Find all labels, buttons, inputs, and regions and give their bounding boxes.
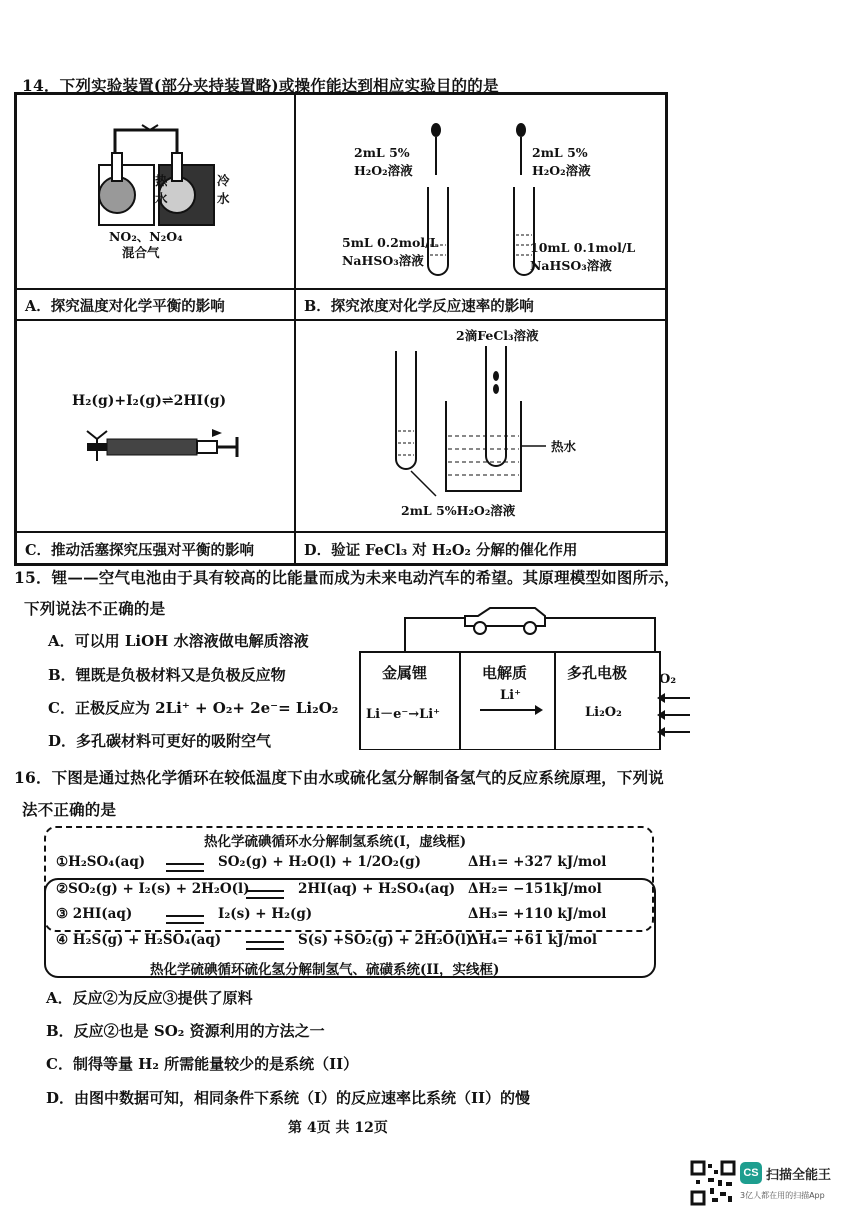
d-bottom-label: 2mL 5%H₂O₂溶液	[401, 503, 516, 518]
d-hot-water: 热水	[551, 439, 577, 454]
page-number: 第 4页 共 12页	[288, 1120, 388, 1136]
reaction-lhs: ①H₂SO₄(aq)	[56, 854, 146, 870]
enthalpy-change: ΔH₂= −151kJ/mol	[468, 881, 602, 897]
reaction-rhs: SO₂(g) + H₂O(l) + 1/2O₂(g)	[218, 854, 421, 870]
q15-option-a: A．可以用 LiOH 水溶液做电解质溶液	[48, 632, 309, 650]
q15-option-d: D．多孔碳材料可更好的吸附空气	[48, 732, 272, 750]
q14-caption-d: D．验证 FeCl₃ 对 H₂O₂ 分解的催化作用	[295, 532, 666, 564]
b-right-bottom: 10mL 0.1mol/L	[530, 240, 636, 255]
reaction-lhs: ②SO₂(g) + I₂(s) + 2H₂O(l)	[56, 881, 250, 897]
reaction-lhs: ④ H₂S(g) + H₂SO₄(aq)	[56, 932, 222, 948]
q15-stem-2: 下列说法不正确的是	[24, 599, 166, 618]
reaction-row	[56, 854, 646, 876]
q15-stem-1: 15．锂——空气电池由于具有较高的比能量而成为未来电动汽车的希望。其原理模型如图所示，	[14, 568, 680, 587]
equals-sign	[166, 915, 204, 924]
q16-option-b: B．反应②也是 SO₂ 资源利用的方法之一	[46, 1022, 325, 1040]
col3-title: 多孔电极	[567, 664, 628, 682]
q16-stem-1: 16．下图是通过热化学循环在较低温度下由水或硫化氢分解制备氢气的反应系统原理，下列说	[14, 768, 664, 787]
reaction-row	[56, 906, 646, 928]
b-right-top: 2mL 5%	[532, 145, 588, 160]
q15-option-b: B．锂既是负极材料又是负极反应物	[48, 666, 286, 684]
q14-stem: 14．下列实验装置(部分夹持装置略)或操作能达到相应实验目的的是	[22, 76, 499, 95]
system-1-title: 热化学硫碘循环水分解制氢系统(I，虚线框)	[204, 834, 467, 850]
qr-code-icon	[690, 1160, 736, 1206]
scanner-name: 扫描全能王	[766, 1168, 832, 1183]
reaction-rhs: S(s) +SO₂(g) + 2H₂O(l)	[298, 932, 473, 948]
label-hot-water: 水	[155, 191, 168, 206]
q15-option-c: C．正极反应为 2Li⁺ + O₂+ 2e⁻= Li₂O₂	[48, 699, 339, 717]
syringe	[17, 421, 296, 481]
enthalpy-change: ΔH₃= +110 kJ/mol	[468, 906, 607, 922]
equals-sign	[246, 941, 284, 950]
label-cold: 冷	[217, 173, 230, 188]
q16-option-a: A．反应②为反应③提供了原料	[46, 989, 253, 1007]
system-2-title: 热化学硫碘循环硫化氢分解制氢气、硫磺系统(II，实线框)	[150, 962, 500, 978]
q14-caption-c: C．推动活塞探究压强对平衡的影响	[16, 532, 295, 564]
reaction-rhs: 2HI(aq) + H₂SO₄(aq)	[298, 881, 456, 897]
q16-option-c: C．制得等量 H₂ 所需能量较少的是系统（II）	[46, 1055, 359, 1073]
q14-cell-a	[16, 94, 295, 289]
q16-option-d: D．由图中数据可知，相同条件下系统（I）的反应速率比系统（II）的慢	[46, 1089, 531, 1107]
b-left-bottom2: NaHSO₃溶液	[342, 253, 424, 268]
b-left-top: 2mL 5%	[354, 145, 410, 160]
q14-cell-d	[295, 320, 666, 532]
c-equation: H₂(g)+I₂(g)⇌2HI(g)	[72, 393, 227, 409]
q14-cell-b	[295, 94, 666, 289]
b-right-bottom2: NaHSO₃溶液	[530, 258, 612, 273]
b-right-top2: H₂O₂溶液	[532, 163, 591, 178]
label-cold-water: 水	[217, 191, 230, 206]
label-gas-mix: 混合气	[122, 245, 160, 260]
q14-caption-b: B．探究浓度对化学反应速率的影响	[295, 289, 666, 320]
scanner-logo-text: CS	[743, 1167, 759, 1179]
q14-caption-a: A．探究温度对化学平衡的影响	[16, 289, 295, 320]
reaction-row	[56, 881, 646, 903]
q14-grid	[14, 92, 668, 566]
reaction-lhs: ③ 2HI(aq)	[56, 906, 133, 922]
scanner-logo	[740, 1162, 762, 1184]
q16-stem-2: 法不正确的是	[22, 800, 117, 819]
col1-body: Li－e⁻→Li⁺	[366, 707, 441, 722]
d-top-label: 2滴FeCl₃溶液	[456, 328, 539, 343]
col2-body: Li⁺	[500, 688, 521, 703]
col3-body: Li₂O₂	[585, 705, 622, 720]
b-left-bottom: 5mL 0.2mol/L	[342, 235, 439, 250]
col1-title: 金属锂	[382, 664, 428, 682]
o2-label: O₂	[659, 672, 677, 687]
label-hot: 热	[155, 173, 168, 188]
reaction-row	[56, 932, 646, 954]
col2-title: 电解质	[482, 664, 528, 682]
reaction-rhs: I₂(s) + H₂(g)	[218, 906, 313, 922]
label-gas: NO₂、N₂O₄	[109, 229, 183, 244]
b-left-top2: H₂O₂溶液	[354, 163, 413, 178]
equals-sign	[166, 863, 204, 872]
enthalpy-change: ΔH₁= +327 kJ/mol	[468, 854, 607, 870]
scanner-sub: 3亿人都在用的扫描App	[740, 1191, 825, 1200]
q14-cell-c	[16, 320, 295, 532]
enthalpy-change: ΔH₄= +61 kJ/mol	[468, 932, 598, 948]
equals-sign	[246, 890, 284, 899]
